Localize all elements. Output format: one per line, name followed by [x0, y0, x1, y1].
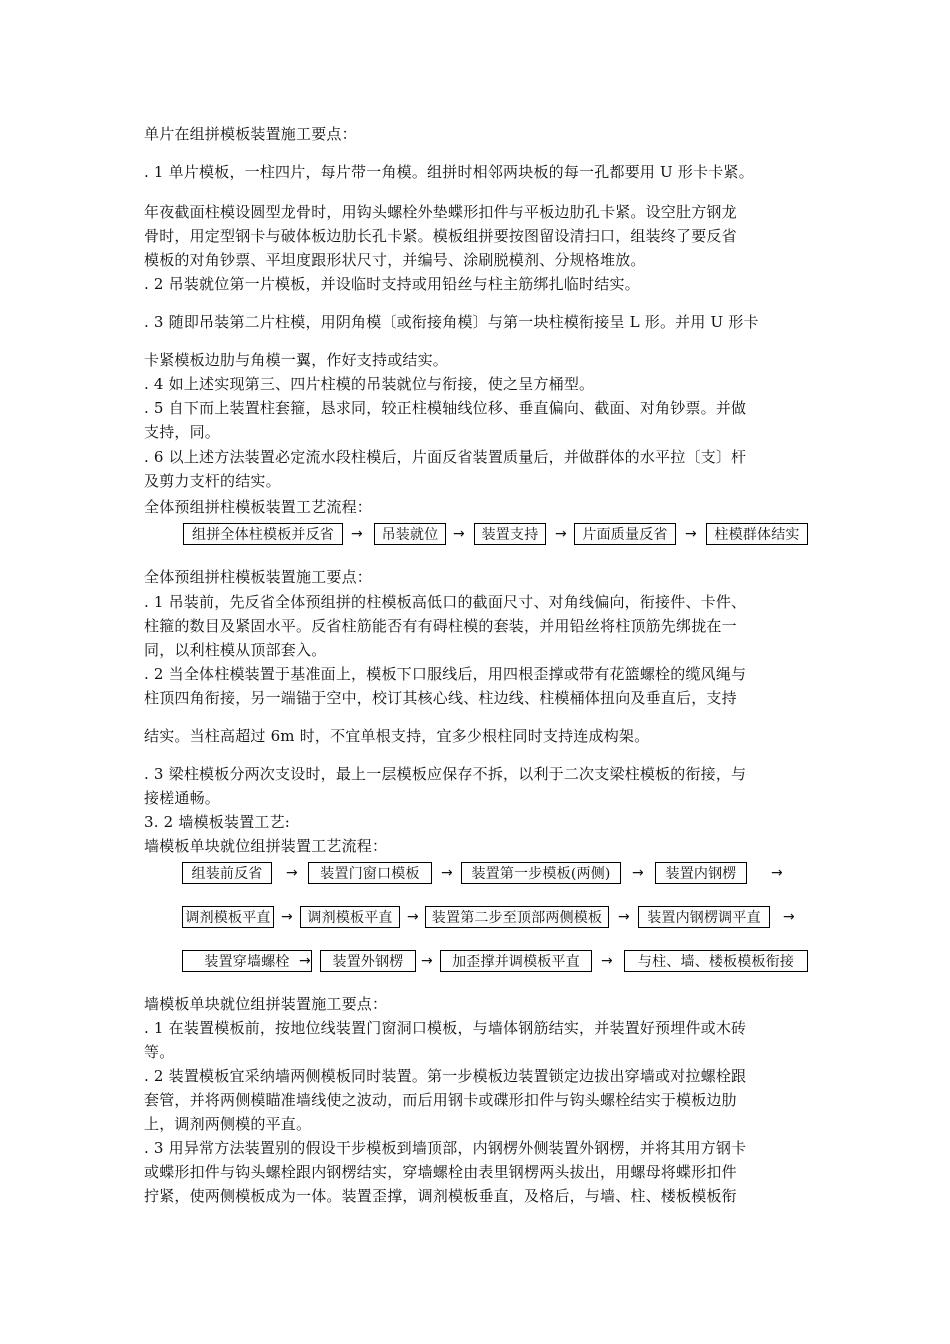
text-line: 年夜截面柱模设圆型龙骨时，用钩头螺栓外垫蝶形扣件与平板边肋孔卡紧。设空肚方钢龙 — [144, 203, 737, 221]
text-line: 支持，同。 — [144, 423, 221, 441]
flow-step: 柱模群体结实 — [706, 523, 808, 545]
text-line: . 3 用异常方法装置别的假设干步模板到墙顶部，内钢楞外侧装置外钢楞，并将其用方钢卡 — [144, 1139, 747, 1157]
text-line: . 2 吊装就位第一片模板，并设临时支持或用铅丝与柱主筋绑扎临时结实。 — [144, 275, 640, 293]
flow-step: 组装前反省 — [182, 862, 272, 884]
arrow-right-icon: → — [286, 865, 298, 881]
text-line: 墙模板单块就位组拼装置施工要点： — [144, 995, 388, 1013]
arrow-right-icon: → — [632, 865, 644, 881]
text-line: . 2 装置模板宜采纳墙两侧模板同时装置。第一步模板边装置锁定边拔出穿墙或对拉螺栓跟 — [144, 1067, 747, 1085]
flow-step: 组拼全体柱模板并反省 — [183, 523, 343, 545]
text-line: 柱箍的数目及紧固水平。反省柱筋能否有有碍柱模的套装，并用铅丝将柱顶筋先绑拢在一 — [144, 617, 737, 635]
arrow-right-icon: → — [351, 526, 363, 542]
text-line: 单片在组拼模板装置施工要点： — [144, 125, 357, 143]
text-line: . 1 单片模板，一柱四片，每片带一角模。组拼时相邻两块板的每一孔都要用 U 形卡卡紧。 — [144, 163, 754, 181]
text-line: . 6 以上述方法装置必定流水段柱模后，片面反省装置质量后，并做群体的水平拉〔支〕杆 — [144, 448, 747, 466]
text-line: 墙模板单块就位组拼装置工艺流程： — [144, 837, 388, 855]
text-line: . 3 梁柱模板分两次支设时，最上一层模板应保存不拆，以利于二次支梁柱模板的衔接，与 — [144, 765, 747, 783]
arrow-right-icon: → — [685, 526, 697, 542]
flow-step: 调剂模板平直 — [300, 906, 400, 928]
flow-step: 片面质量反省 — [574, 523, 676, 545]
text-line: . 4 如上述实现第三、四片柱模的吊装就位与衔接，使之呈方桶型。 — [144, 375, 595, 393]
arrow-right-icon: → — [618, 909, 630, 925]
text-line: 骨时，用定型钢卡与破体板边肋长孔卡紧。模板组拼要按图留设清扫口，组装终了要反省 — [144, 227, 737, 245]
text-line: . 1 吊装前，先反省全体预组拼的柱模板高低口的截面尺寸、对角线偏向，衔接件、卡件、 — [144, 593, 747, 611]
text-line: 全体预组拼柱模板装置工艺流程： — [144, 498, 373, 516]
flow-step: 装置第二步至顶部两侧模板 — [425, 906, 609, 928]
flow-step: 调剂模板平直 — [182, 906, 274, 928]
text-line: . 3 随即吊装第二片柱模，用阴角模〔或衔接角模〕与第一块柱模衔接呈 L 形。并用 U 形卡 — [144, 313, 759, 331]
text-line: 结实。当柱高超过 6m 时，不宜单根支持，宜多少根柱同时支持连成构架。 — [144, 727, 650, 745]
text-line: 同，以利柱模从顶部套入。 — [144, 641, 327, 659]
arrow-right-icon: → — [441, 865, 453, 881]
flow-step: 装置第一步模板(两侧) — [461, 862, 621, 884]
text-line: 上，调剂两侧模的平直。 — [144, 1115, 312, 1133]
flow-step: 加歪撑并调模板平直 — [440, 950, 592, 972]
text-line: 拧紧，使两侧模板成为一体。装置歪撑，调剂模板垂直，及格后，与墙、柱、楼板模板衔 — [144, 1187, 737, 1205]
text-line: 等。 — [144, 1043, 175, 1061]
arrow-right-icon: → — [421, 953, 433, 969]
text-line: 模板的对角钞票、平坦度跟形状尺寸，并编号、涂刷脱模剂、分规格堆放。 — [144, 251, 646, 269]
flow-step: 装置内钢楞 — [655, 862, 747, 884]
flow-step: 装置穿墙螺栓 — [182, 950, 312, 972]
arrow-right-icon: → — [771, 865, 783, 881]
text-line: 3. 2 墙模板装置工艺: — [144, 813, 291, 831]
text-line: . 5 自下而上装置柱套箍，恳求同，较正柱模轴线位移、垂直偏向、截面、对角钞票。并做 — [144, 399, 747, 417]
text-line: 或蝶形扣件与钩头螺栓跟内钢楞结实，穿墙螺栓由表里钢楞两头拔出，用螺母将蝶形扣件 — [144, 1163, 737, 1181]
arrow-right-icon: → — [407, 909, 419, 925]
arrow-right-icon: → — [453, 526, 465, 542]
arrow-right-icon: → — [601, 953, 613, 969]
text-line: 及剪力支杆的结实。 — [144, 472, 281, 490]
arrow-right-icon: → — [555, 526, 567, 542]
flow-step: 装置支持 — [474, 523, 546, 545]
flow-step: 与柱、墙、楼板模板衔接 — [624, 950, 808, 972]
text-line: 卡紧模板边肋与角模一翼，作好支持或结实。 — [144, 351, 449, 369]
text-line: 套管，并将两侧模瞄准墙线使之波动，而后用钢卡或碟形扣件与钩头螺栓结实于模板边肋 — [144, 1091, 737, 1109]
flow-step: 装置门窗口模板 — [308, 862, 432, 884]
text-line: 全体预组拼柱模板装置施工要点： — [144, 568, 373, 586]
text-line: 接槎通畅。 — [144, 789, 221, 807]
text-line: . 1 在装置模板前，按地位线装置门窗洞口模板，与墙体钢筋结实，并装置好预埋件或木砖 — [144, 1019, 747, 1037]
arrow-right-icon: → — [281, 909, 293, 925]
flow-step: 吊装就位 — [374, 523, 446, 545]
arrow-right-icon: → — [299, 953, 311, 969]
text-line: . 2 当全体柱模装置于基准面上，模板下口服线后，用四根歪撑或带有花篮螺栓的缆风绳与 — [144, 665, 747, 683]
arrow-right-icon: → — [783, 909, 795, 925]
text-line: 柱顶四角衔接，另一端锚于空中，校订其核心线、柱边线、柱模桶体扭向及垂直后，支持 — [144, 689, 737, 707]
flow-step: 装置外钢楞 — [320, 950, 416, 972]
flow-step: 装置内钢楞调平直 — [638, 906, 770, 928]
